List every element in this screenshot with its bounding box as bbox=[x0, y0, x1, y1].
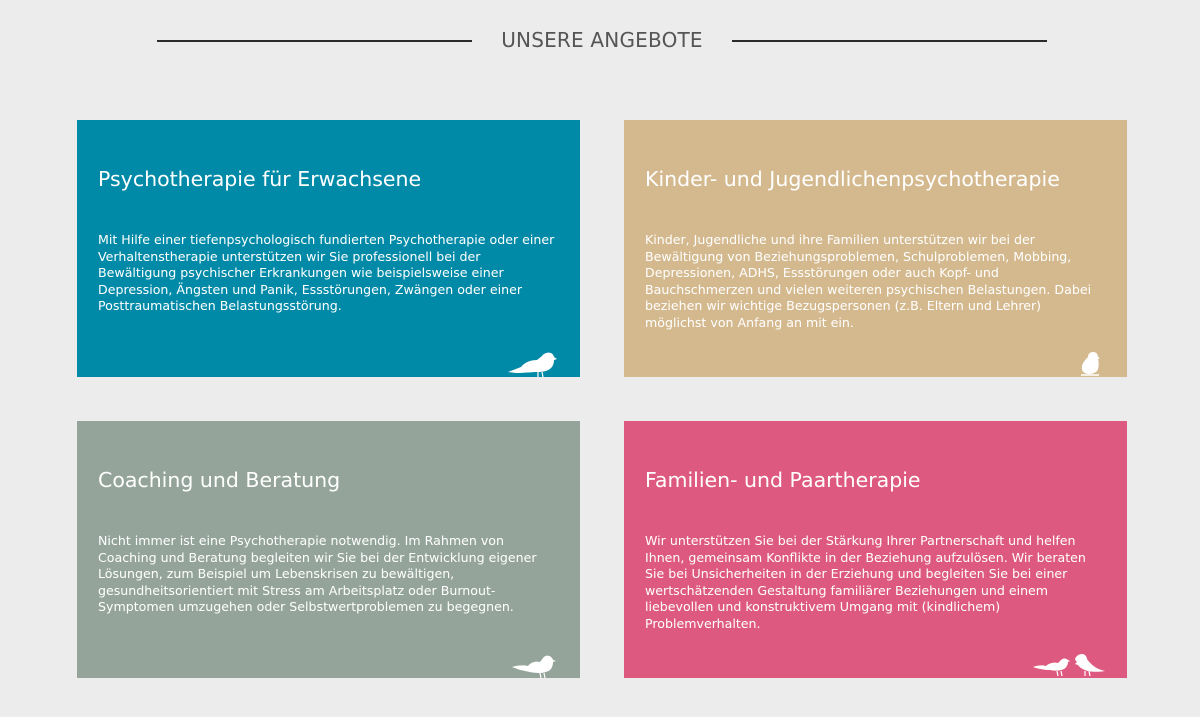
offer-card-description: Wir unterstützen Sie bei der Stärkung Ihrer Partnerschaft und helfen Ihnen, gemeinsam Konflikte in der Beziehung aufzulösen. Wir beraten Sie bei Unsicherheiten in der Erziehung und begleiten Sie bei einer wertschätzenden Gestaltung familiärer Beziehungen und einem liebevollen und konstruktivem Umgang mit (kindlichem) Problemverhalten. bbox=[645, 533, 1086, 631]
offer-card-family[interactable] bbox=[624, 421, 1127, 678]
offer-card-coaching[interactable] bbox=[77, 421, 580, 678]
offer-card-adults[interactable] bbox=[77, 120, 580, 377]
offer-card-title[interactable]: Psychotherapie für Erwachsene bbox=[98, 167, 422, 191]
offer-card-description: Mit Hilfe einer tiefenpsychologisch fundierten Psychotherapie oder einer Verhaltenstherapie unterstützen wir Sie professionell bei der Bewältigung psychischer Erkrankungen wie beispielsweise einer Depression, Ängsten und Panik, Essstörungen, Zwängen oder einer Posttraumatischen Belastungsstörung. bbox=[98, 232, 555, 314]
header-divider-left bbox=[157, 40, 472, 42]
bird-icon bbox=[508, 351, 558, 377]
offer-card-children[interactable] bbox=[624, 120, 1127, 377]
two-birds-icon bbox=[1033, 652, 1105, 678]
offer-card-title[interactable]: Kinder- und Jugendlichenpsychotherapie bbox=[645, 167, 1060, 191]
section-title: UNSERE ANGEBOTE bbox=[501, 28, 703, 52]
offer-card-description: Nicht immer ist eine Psychotherapie notwendig. Im Rahmen von Coaching und Beratung begleiten wir Sie bei der Entwicklung eigener Lösungen, zum Beispiel um Lebenskrisen zu bewältigen, gesundheitsorientiert mit Stress am Arbeitsplatz oder Burnout-Symptomen umzugehen oder Selbstwertproblemen zu begegnen. bbox=[98, 533, 537, 615]
header-divider-right bbox=[732, 40, 1047, 42]
offer-card-title[interactable]: Coaching und Beratung bbox=[98, 468, 341, 492]
small-bird-icon bbox=[1079, 351, 1101, 377]
offer-card-description: Kinder, Jugendliche und ihre Familien unterstützen wir bei der Bewältigung von Beziehungsproblemen, Schulproblemen, Mobbing, Depressionen, ADHS, Essstörungen oder auch Kopf- und Bauchschmerzen und vielen weiteren psychischen Belastungen. Dabei beziehen wir wichtige Bezugspersonen (z.B. Eltern und Lehrer) möglichst von Anfang an mit ein. bbox=[645, 232, 1092, 330]
offer-card-title[interactable]: Familien- und Paartherapie bbox=[645, 468, 921, 492]
section-header bbox=[0, 0, 1200, 82]
bird-icon bbox=[512, 653, 556, 678]
